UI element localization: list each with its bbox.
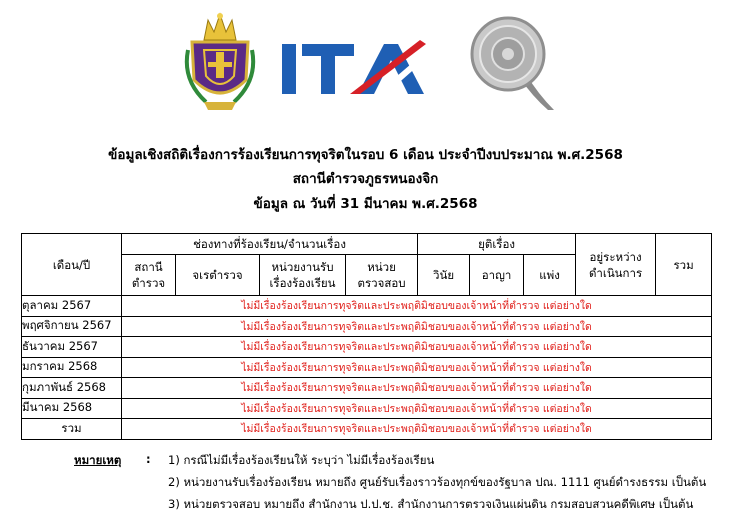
row-month: มกราคม 2568 (22, 357, 122, 378)
table-row (22, 378, 712, 399)
total-row (22, 419, 712, 440)
col-pending-header: อยู่ระหว่าง ดำเนินการ (576, 234, 656, 296)
data-date: ข้อมูล ณ วันที่ 31 มีนาคม พ.ศ.2568 (253, 196, 478, 212)
row-month: ธันวาคม 2567 (22, 337, 122, 358)
police-emblem-logo (182, 10, 258, 112)
row-month: กุมภาพันธ์ 2568 (22, 378, 122, 399)
total-note: ไม่มีเรื่องร้องเรียนการทุจริตและประพฤติมิชอบของเจ้าหน้าที่ตำรวจ แต่อย่างใด (122, 419, 712, 440)
row-note: ไม่มีเรื่องร้องเรียนการทุจริตและประพฤติมิชอบของเจ้าหน้าที่ตำรวจ แต่อย่างใด (122, 378, 712, 399)
row-month: มีนาคม 2568 (22, 398, 122, 419)
remarks-label: หมายเหตุ (74, 453, 122, 467)
channel-police-station: สถานี ตำรวจ (122, 255, 176, 296)
col-month-header: เดือน/ปี (22, 234, 122, 296)
resolved-group-header: ยุติเรื่อง (418, 234, 576, 255)
table-row (22, 337, 712, 358)
report-title: ข้อมูลเชิงสถิติเรื่องการร้องเรียนการทุจริตในรอบ 6 เดือน ประจำปีงบประมาณ พ.ศ.2568 (108, 147, 623, 163)
channel-audit-unit: หน่วย ตรวจสอบ (346, 255, 418, 296)
remarks-colon: : (146, 452, 151, 466)
table-row (22, 296, 712, 317)
table-row (22, 316, 712, 337)
row-note: ไม่มีเรื่องร้องเรียนการทุจริตและประพฤติมิชอบของเจ้าหน้าที่ตำรวจ แต่อย่างใด (122, 337, 712, 358)
silver-seal-logo (468, 14, 564, 112)
ita-logo (280, 38, 442, 98)
station-name: สถานีตำรวจภูธรหนองจิก (292, 171, 439, 187)
remark-item: 1) กรณีไม่มีเรื่องร้องเรียนให้ ระบุว่า ไม่มีเรื่องร้องเรียน (168, 453, 435, 467)
remark-item: 2) หน่วยงานรับเรื่องร้องเรียน หมายถึง ศูนย์รับเรื่องราวร้องทุกข์ของรัฐบาล ปณ. 1111 ศูนย์ดำรงธรรม เป็นต้น (168, 475, 707, 489)
row-note: ไม่มีเรื่องร้องเรียนการทุจริตและประพฤติมิชอบของเจ้าหน้าที่ตำรวจ แต่อย่างใด (122, 316, 712, 337)
channel-inspector: จเรตำรวจ (176, 255, 260, 296)
total-label: รวม (22, 419, 122, 440)
remark-item: 3) หน่วยตรวจสอบ หมายถึง สำนักงาน ป.ป.ช. สำนักงานการตรวจเงินแผ่นดิน กรมสอบสวนคดีพิเศษ เป็นต้น (168, 497, 694, 511)
channels-group-header: ช่องทางที่ร้องเรียน/จำนวนเรื่อง (122, 234, 418, 255)
channel-complaint-agency: หน่วยงานรับ เรื่องร้องเรียน (260, 255, 346, 296)
complaint-statistics-table (21, 233, 712, 440)
table-row (22, 357, 712, 378)
col-total-header: รวม (656, 234, 712, 296)
row-note: ไม่มีเรื่องร้องเรียนการทุจริตและประพฤติมิชอบของเจ้าหน้าที่ตำรวจ แต่อย่างใด (122, 357, 712, 378)
row-month: พฤศจิกายน 2567 (22, 316, 122, 337)
table-row (22, 398, 712, 419)
resolved-civil: แพ่ง (524, 255, 576, 296)
row-note: ไม่มีเรื่องร้องเรียนการทุจริตและประพฤติมิชอบของเจ้าหน้าที่ตำรวจ แต่อย่างใด (122, 398, 712, 419)
row-month: ตุลาคม 2567 (22, 296, 122, 317)
logo-header (0, 8, 731, 116)
row-note: ไม่มีเรื่องร้องเรียนการทุจริตและประพฤติมิชอบของเจ้าหน้าที่ตำรวจ แต่อย่างใด (122, 296, 712, 317)
resolved-criminal: อาญา (470, 255, 524, 296)
resolved-discipline: วินัย (418, 255, 470, 296)
